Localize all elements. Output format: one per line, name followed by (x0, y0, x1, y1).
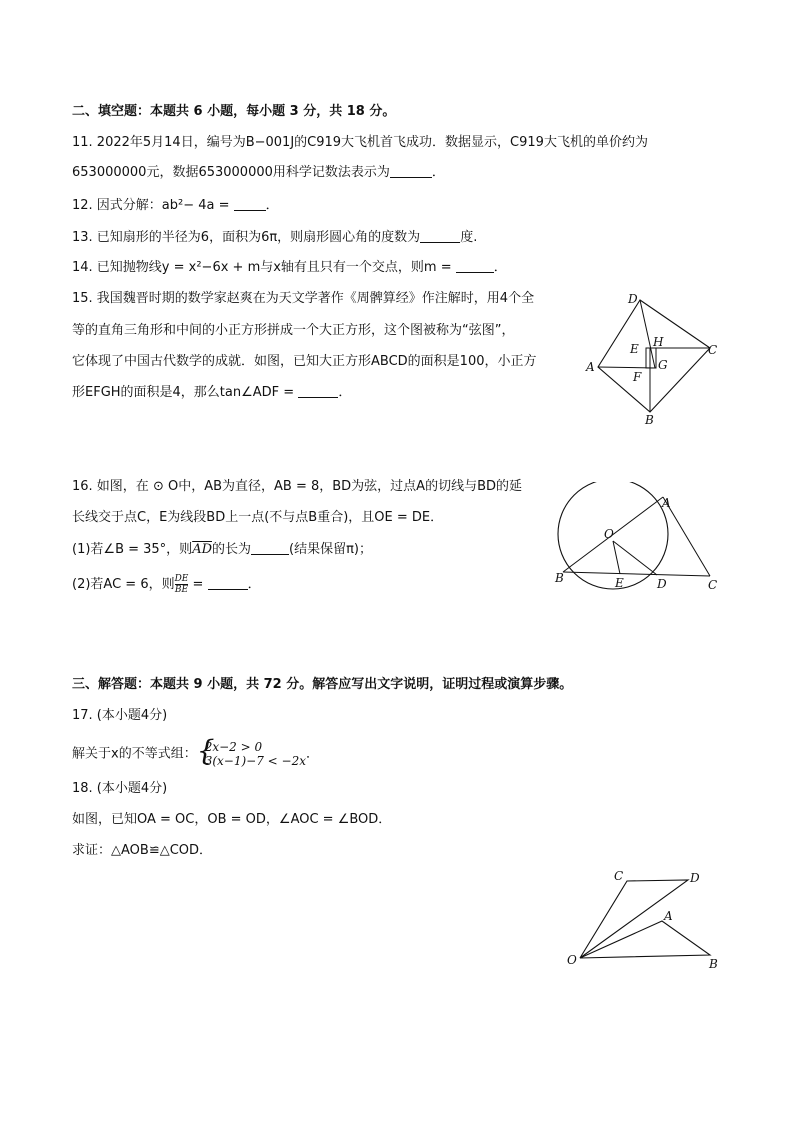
q12-text: 12. 因式分解：ab²− 4a = (72, 198, 230, 213)
q15-text: 形EFGH的面积是4，那么tan∠ADF = (72, 385, 295, 400)
q15-zhao-shuang-figure (580, 288, 730, 428)
q15-line4 (72, 383, 351, 403)
label-O: O (604, 527, 614, 541)
brace-icon: { (196, 734, 215, 767)
line-BC (563, 572, 710, 576)
q15-line3: 它体现了中国古代数学的成就．如图，已知大正方形ABCD的面积是100，小正方 (72, 354, 537, 369)
q16-part1-answer-blank[interactable] (251, 540, 289, 555)
q11-text: 653000000元，数据653000000用科学记数法表示为 (72, 165, 390, 180)
label-A: A (586, 360, 595, 374)
label-B: B (645, 413, 654, 427)
label-O: O (567, 953, 577, 967)
segment-DF (640, 300, 655, 368)
fraction-denominator: BE (174, 585, 189, 595)
label-B: B (709, 957, 718, 971)
q18-triangles-figure (560, 864, 730, 976)
q11-answer-blank[interactable] (390, 163, 432, 178)
q17-text: 解关于x的不等式组： (72, 746, 197, 762)
q16-line3 (72, 540, 372, 560)
fraction-DE-over-BE (175, 574, 189, 595)
q16-part2-answer-blank[interactable] (208, 575, 248, 590)
q14-end: ． (493, 260, 507, 275)
q18-line2: 求证：△AOB≌△COD． (72, 843, 213, 858)
label-A: A (664, 909, 673, 923)
label-E: E (630, 342, 639, 356)
q16-part2-eq: = (188, 577, 204, 592)
q16-part1-text: (1)若∠B = 35°，则 (72, 542, 193, 557)
outer-square (598, 300, 710, 412)
q16-line2: 长线交于点C，E为线段BD上一点(不与点B重合)，且OE = DE． (72, 510, 444, 525)
q13 (72, 228, 477, 248)
q16-line1: 16. 如图，在 ⊙ O中，AB为直径，AB = 8，BD为弦，过点A的切线与BD的延 (72, 479, 522, 494)
inequality-2: 3(x−1)−7 < −2x (204, 754, 306, 768)
q11-line1: 11. 2022年5月14日，编号为B−001J的C919大飞机首飞成功．数据显示，C919大飞机的单价约为 (72, 135, 648, 150)
label-E: E (615, 576, 624, 590)
q12-end: ． (265, 198, 279, 213)
q13-end: 度. (460, 230, 478, 245)
q12 (72, 196, 279, 216)
label-C: C (708, 578, 718, 592)
inequality-1: 2x−2 > 0 (204, 740, 263, 754)
q16-part2-text: (2)若AC = 6，则 (72, 577, 175, 592)
q16-circle-figure (548, 482, 728, 594)
q16-part1-note: (结果保留π)； (289, 542, 372, 557)
label-B: B (555, 571, 564, 585)
q14 (72, 258, 507, 278)
q18-line1: 如图，已知OA = OC，OB = OD，∠AOC = ∠BOD． (72, 812, 392, 827)
q17-end: ． (306, 746, 320, 762)
q15-end: ． (338, 385, 352, 400)
q16-end: ． (247, 577, 261, 592)
q17-title: 17. (本小题4分) (72, 708, 168, 723)
q11-end: ． (431, 165, 445, 180)
q13-text: 13. 已知扇形的半径为6，面积为6π，则扇形圆心角的度数为 (72, 230, 421, 245)
q13-answer-blank[interactable] (420, 228, 460, 243)
q15-line2: 等的直角三角形和中间的小正方形拼成一个大正方形，这个图被称为“弦图”， (72, 323, 515, 338)
inequality-system (196, 734, 306, 768)
q17-body (72, 734, 320, 768)
label-D: D (628, 292, 638, 306)
q15-answer-blank[interactable] (298, 383, 338, 398)
label-A: A (662, 496, 671, 510)
q15-line1: 15. 我国魏晋时期的数学家赵爽在为天文学著作《周髀算经》作注解时，用4个全 (72, 291, 535, 306)
label-D: D (690, 871, 700, 885)
section-3-heading: 三、解答题：本题共 9 小题，共 72 分。解答应写出文字说明，证明过程或演算步骤。 (72, 677, 573, 692)
label-F: F (633, 370, 642, 384)
q16-part1-text2: 的长为 (212, 542, 252, 557)
q12-answer-blank[interactable] (234, 196, 266, 211)
label-G: G (658, 358, 668, 372)
label-D: D (657, 577, 667, 591)
section-2-heading: 二、填空题：本题共 6 小题，每小题 3 分，共 18 分。 (72, 104, 396, 119)
label-C: C (614, 869, 624, 883)
q14-text: 14. 已知抛物线y = x²−6x + m与x轴有且只有一个交点，则m = (72, 260, 452, 275)
label-H: H (653, 335, 664, 349)
q18-title: 18. (本小题4分) (72, 781, 168, 796)
arc-AD: $\overline{AD}$ (192, 542, 212, 557)
q11-line2 (72, 163, 445, 183)
q16-line4 (72, 574, 261, 595)
label-C: C (708, 343, 718, 357)
fraction-numerator: DE (174, 574, 189, 584)
q14-answer-blank[interactable] (456, 258, 494, 273)
